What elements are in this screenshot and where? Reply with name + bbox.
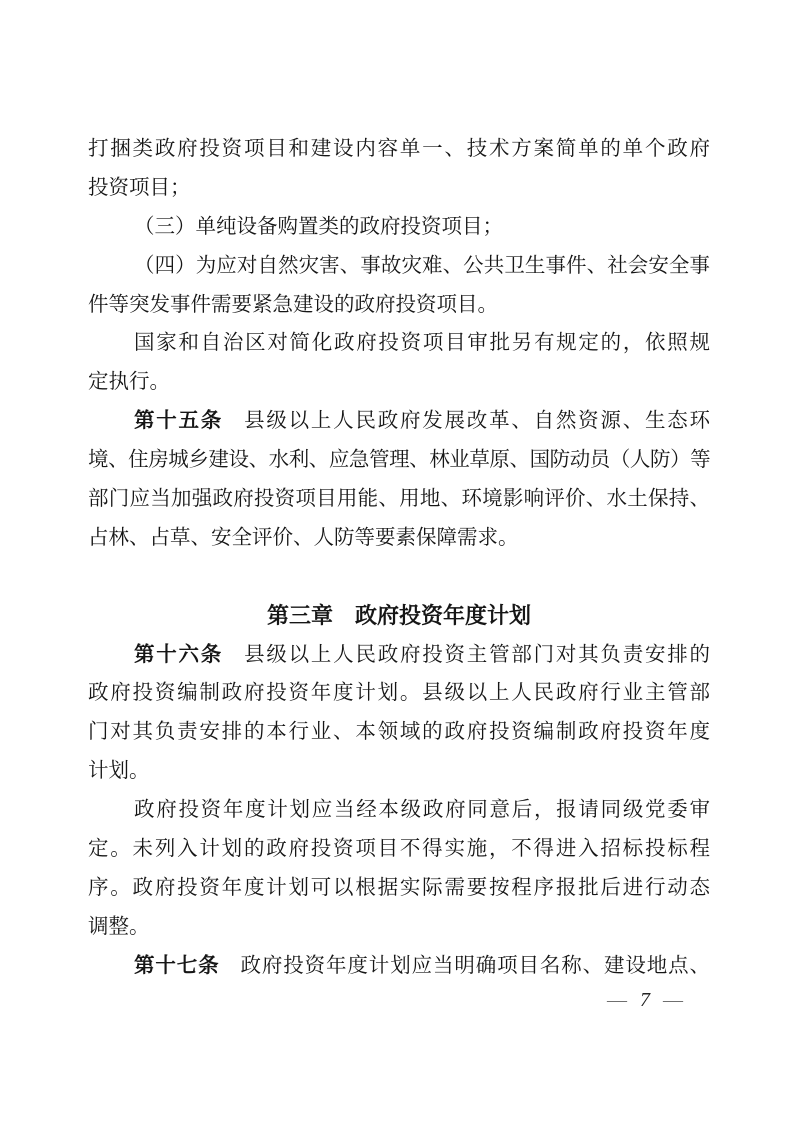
chapter-number: 第三章 [266,602,333,628]
document-body [88,130,710,986]
text-line: 打捆类政府投资项目和建设内容单一、技术方案简单的单个政府 [88,138,710,160]
text-line: 境、住房城乡建设、水利、应急管理、林业草原、国防动员（人防）等 [88,449,710,472]
article-15-first-line [88,402,710,441]
article-16-number: 第十六条 [134,643,224,666]
footer-right-dash: — [663,989,683,1011]
text-line: 调整。 [88,915,150,938]
text-line: 政府投资编制政府投资年度计划。县级以上人民政府行业主管部 [88,682,710,705]
article-17-first-line [88,947,710,986]
article-15-text: 县级以上人民政府发展改革、自然资源、生态环 [244,410,710,433]
text-line: 门对其负责安排的本行业、本领域的政府投资编制政府投资年度 [88,721,710,744]
text-line: 计划。 [88,760,150,783]
text-line: 定。未列入计划的政府投资项目不得实施，不得进入招标投标程 [88,838,710,861]
clause-item-3-line: （三）单纯设备购置类的政府投资项目； [134,215,503,238]
article-16-text: 县级以上人民政府投资主管部门对其负责安排的 [244,643,710,666]
footer-left-dash: — [607,989,627,1011]
article-17-number: 第十七条 [134,954,220,977]
text-line: 序。政府投资年度计划可以根据实际需要按程序报批后进行动态 [88,876,710,899]
chapter-heading [88,597,710,636]
clause-item-4-line: （四）为应对自然灾害、事故灾难、公共卫生事件、社会安全事 [134,254,710,277]
text-line: 投资项目； [88,176,191,199]
text-line: 政府投资年度计划应当经本级政府同意后，报请同级党委审 [134,799,710,822]
article-15-number: 第十五条 [134,410,224,433]
article-16-first-line [88,636,710,675]
page-footer [555,988,735,1012]
page-number: 7 [640,989,650,1011]
blank-line [88,558,710,597]
text-line: 部门应当加强政府投资项目用能、用地、环境影响评价、水土保持、 [88,488,710,511]
text-line: 占林、占草、安全评价、人防等要素保障需求。 [88,526,519,549]
chapter-title: 政府投资年度计划 [355,602,532,628]
article-17-text: 政府投资年度计划应当明确项目名称、建设地点、 [240,954,710,977]
text-line: 定执行。 [88,371,170,394]
text-line: 件等突发事件需要紧急建设的政府投资项目。 [88,293,498,316]
text-line: 国家和自治区对简化政府投资项目审批另有规定的，依照规 [134,332,710,355]
